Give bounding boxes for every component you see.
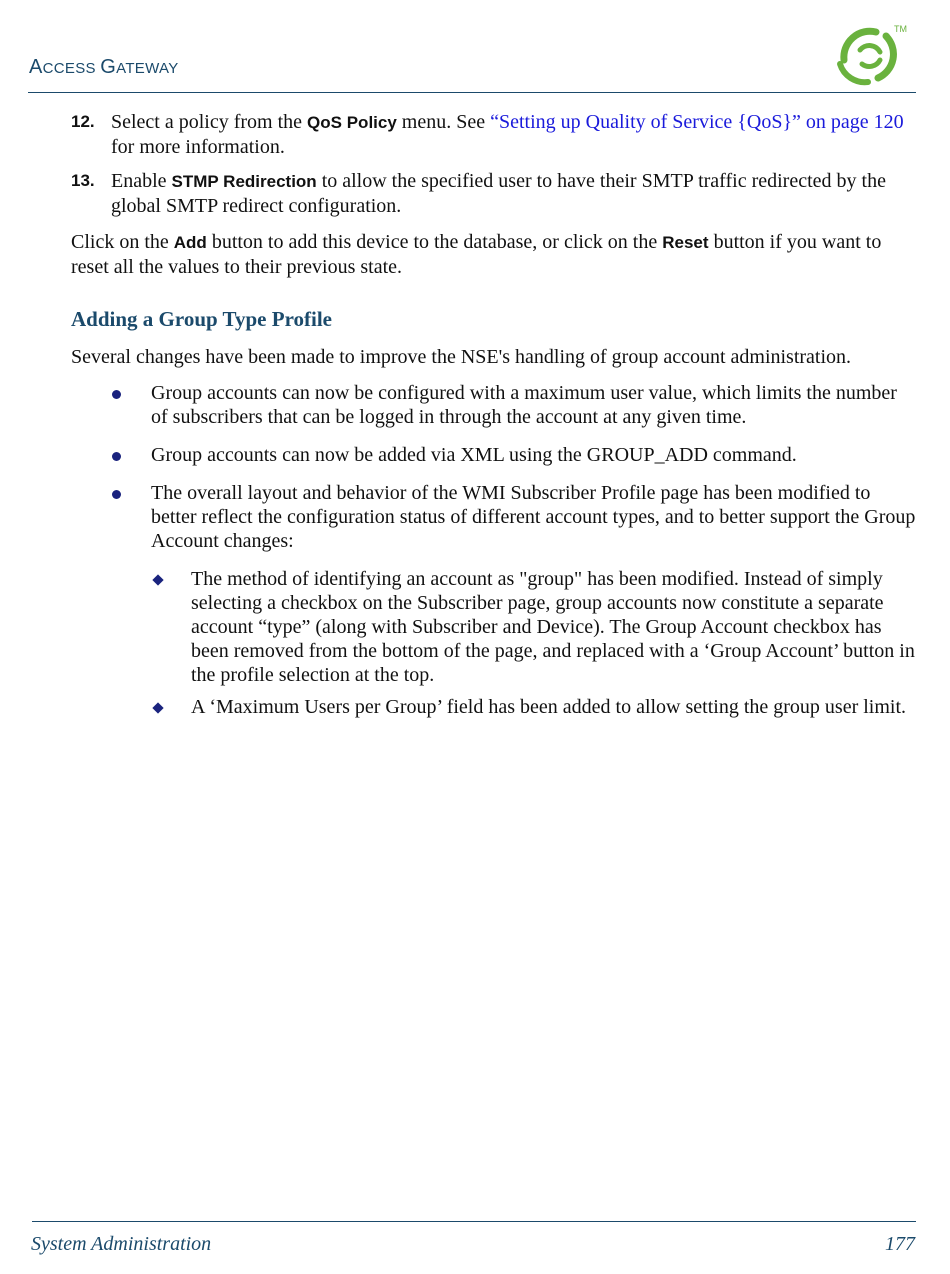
add-reset-paragraph (71, 230, 916, 279)
header-letter-g: G (100, 56, 117, 78)
reset-ui-label: Reset (662, 233, 709, 252)
company-logo-icon (830, 20, 912, 88)
step-number: 13. (71, 171, 95, 190)
add-ui-label: Add (173, 233, 207, 252)
sub-bullet-list (151, 567, 916, 719)
step-text: to allow the specified user to have their SMTP traffic redirected by the global SMTP redirect configuration. (111, 170, 886, 217)
list-item-text: Group accounts can now be configured with a maximum user value, which limits the number of subscribers that can be logged in through the account at any given time. (151, 382, 897, 428)
section-heading: Adding a Group Type Profile (71, 307, 332, 331)
paragraph-text: button if you want to reset all the values to their previous state. (71, 231, 882, 278)
diamond-bullet-icon (152, 702, 163, 713)
list-item (71, 381, 916, 429)
logo-trademark: TM (894, 24, 907, 34)
list-item (71, 481, 916, 719)
step-text: for more information. (111, 136, 285, 158)
step-12 (71, 110, 916, 159)
header-rule (28, 92, 916, 93)
paragraph-text: Click on the (71, 231, 174, 253)
page-number: 177 (885, 1233, 915, 1255)
paragraph-text: button to add this device to the database, or click on the (206, 231, 663, 253)
qos-policy-ui-label: QoS Policy (307, 113, 397, 132)
qos-cross-reference-link[interactable]: “Setting up Quality of Service {QoS}” on page 120 (490, 111, 904, 133)
sub-list-item-text: A ‘Maximum Users per Group’ field has been added to allow setting the group user limit. (191, 696, 907, 718)
bullet-dot-icon (112, 452, 121, 461)
step-text: Select a policy from the (111, 111, 308, 133)
section-intro: Several changes have been made to improve the NSE's handling of group account administration. (71, 346, 852, 368)
bullet-dot-icon (112, 390, 121, 399)
stmp-redirection-ui-label: STMP Redirection (171, 172, 317, 191)
header-text-ccess: CCESS (42, 60, 101, 77)
sub-list-item-text: The method of identifying an account as "group" has been modified. Instead of simply selecting a checkbox on the Subscriber page, group accounts now constitute a separate account “type” (along with Subscriber and Device). The Group Account checkbox has been removed from the bottom of the page, and replaced with a ‘Group Account’ button in the profile selection at the top. (191, 568, 915, 686)
list-item-text: Group accounts can now be added via XML using the GROUP_ADD command. (151, 444, 797, 466)
header-text-ateway: ATEWAY (116, 60, 179, 77)
step-number: 12. (71, 112, 95, 131)
footer-rule (32, 1221, 916, 1222)
bullet-list (71, 381, 916, 719)
step-text: Enable (111, 170, 172, 192)
bullet-dot-icon (112, 490, 121, 499)
header-letter-a: A (29, 56, 43, 78)
step-13 (71, 169, 916, 218)
list-item-text: The overall layout and behavior of the WMI Subscriber Profile page has been modified to better reflect the configuration status of different account types, and to better support the Group Account changes: (151, 482, 916, 552)
diamond-bullet-icon (152, 574, 163, 585)
step-text: menu. See (396, 111, 491, 133)
sub-list-item (71, 567, 916, 687)
sub-list-item (71, 695, 916, 719)
page-body (71, 110, 916, 733)
list-item (71, 443, 916, 467)
footer-section-name: System Administration (31, 1233, 212, 1255)
running-header (29, 56, 179, 79)
